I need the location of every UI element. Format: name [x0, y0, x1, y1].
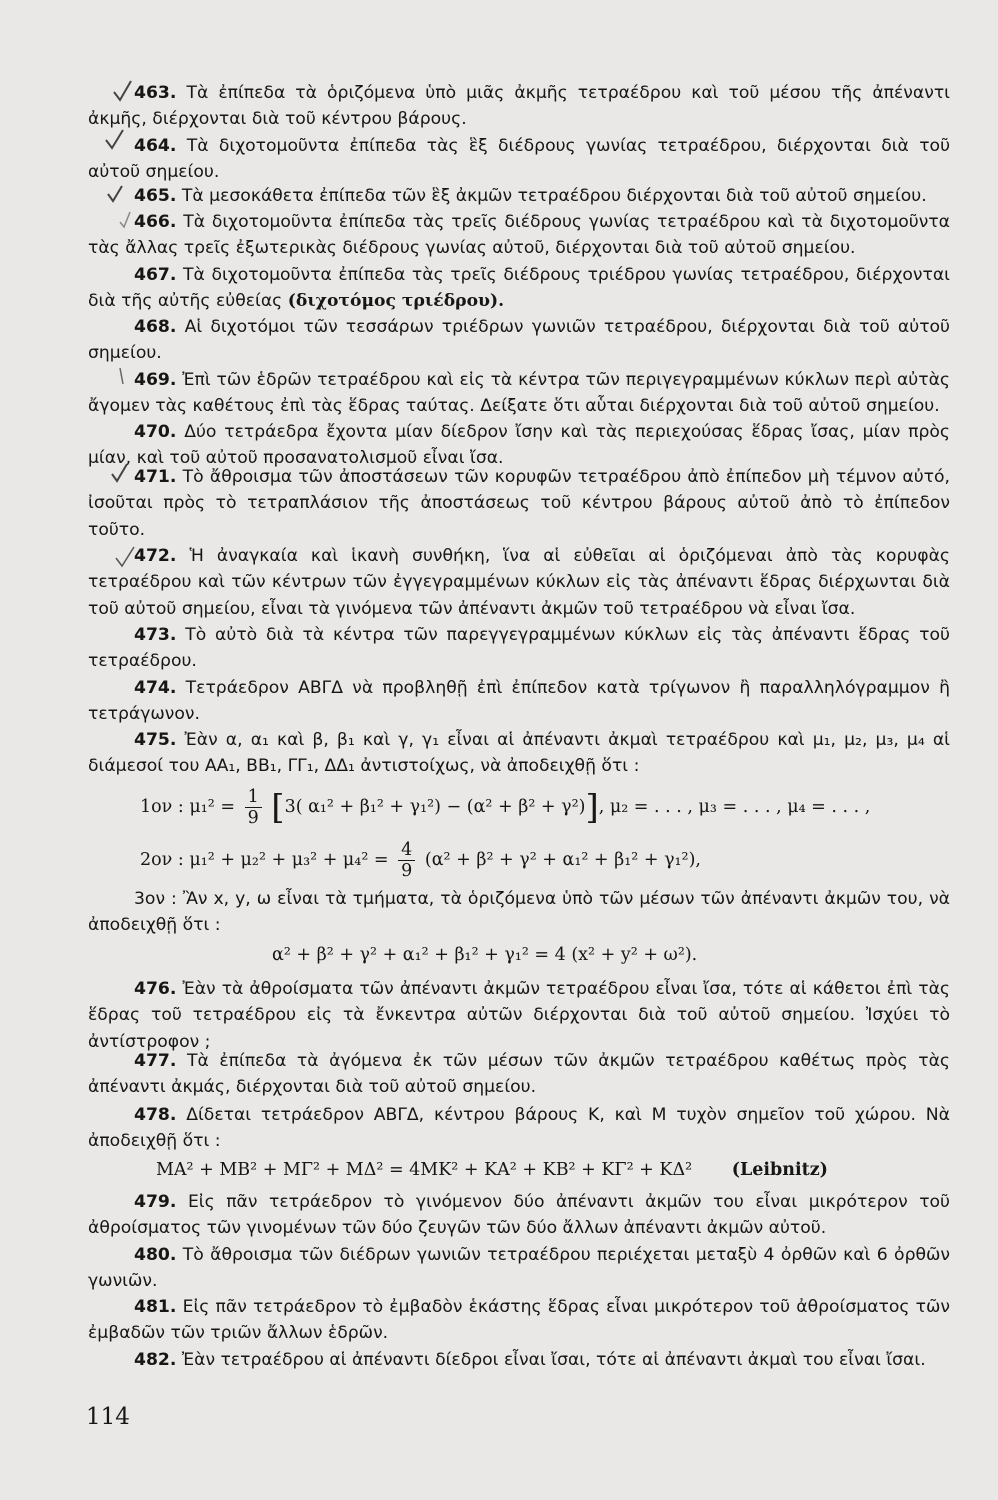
equation-1: 1ον : μ₁² = $\frac{1}{9}$ [3( α₁² + β₁² + γ₁²) − (α² + β² + γ²)], μ₂ = . . . , μ₃ = . . . , μ₄ = . . . , [140, 787, 871, 828]
problem-467 [88, 262, 950, 315]
equation-2 [140, 840, 701, 881]
problem-number: 467. [134, 265, 177, 285]
problem-number: 479. [134, 1192, 177, 1212]
numerator: 4 [398, 840, 415, 861]
fraction [245, 787, 262, 828]
problem-464 [88, 133, 950, 186]
problem-number: 481. [134, 1297, 177, 1317]
problem-number: 476. [134, 979, 177, 999]
problem-number: 480. [134, 1245, 177, 1265]
problem-480 [88, 1242, 950, 1295]
problem-number: 463. [134, 83, 177, 103]
denominator: 9 [401, 861, 413, 881]
problem-472 [88, 543, 950, 622]
problem-479 [88, 1189, 950, 1242]
eq-body: 3( α₁² + β₁² + γ₁²) − (α² + β² + γ²) [284, 797, 586, 817]
eq-label: 1ον : [140, 797, 184, 817]
problem-text: Τὸ ἄθροισμα τῶν διέδρων γωνιῶν τετραέδρου περιέχεται μεταξὺ 4 ὀρθῶν καὶ 6 ὀρθῶν γωνιῶν. [88, 1245, 950, 1292]
problem-478 [88, 1102, 950, 1155]
problem-text: Εἰς πᾶν τετράεδρον τὸ γινόμενον δύο ἀπέναντι ἀκμῶν του εἶναι μικρότερον τοῦ ἀθροίσματος τῶν γινομένων τῶν δύο ζευγῶν τῶν δύο ἄλλων ἀπέναντι ἀκμῶν αὐτοῦ. [88, 1192, 950, 1239]
numerator: 1 [245, 787, 262, 808]
problem-466 [88, 209, 950, 262]
part-3 [88, 886, 950, 939]
eq-label: 2ον : [140, 850, 184, 870]
problem-text: Τὰ ἐπίπεδα τὰ ἀγόμενα ἐκ τῶν μέσων τῶν ἀκμῶν τετραέδρου καθέτως πρὸς τὰς ἀπέναντι ἀκμάς, διέρχονται διὰ τοῦ αὐτοῦ σημείου. [88, 1051, 950, 1098]
problem-text: Τετράεδρον ΑΒΓΔ νὰ προβληθῇ ἐπὶ ἐπίπεδον κατὰ τρίγωνον ἢ παραλληλόγραμμον ἢ τετράγωνον. [88, 678, 950, 725]
handwritten-check-icon [116, 366, 128, 386]
problem-477 [88, 1048, 950, 1101]
handwritten-check-icon [110, 462, 130, 484]
problem-468 [88, 314, 950, 367]
problem-text: Ἐὰν τὰ ἀθροίσματα τῶν ἀπέναντι ἀκμῶν τετραέδρου εἶναι ἴσα, τότε αἱ κάθετοι ἐπὶ τὰς ἕδρας τοῦ τετραέδρου εἰς τὰ ἔνκεντρα αὐτῶν διέρχονται διὰ τοῦ αὐτοῦ σημείου. Ἰσχύει τὸ ἀντίστροφον ; [88, 979, 950, 1052]
bold-term: (διχοτόμος τριέδρου). [287, 291, 505, 312]
problem-text: Δύο τετράεδρα ἔχοντα μίαν δίεδρον ἴσην καὶ τὰς περιεχούσας ἕδρας ἴσας, μίαν πρὸς μίαν, καὶ τοῦ αὐτοῦ προσανατολισμοῦ εἶναι ἴσα. [88, 422, 950, 469]
eq-rest: , μ₂ = . . . , μ₃ = . . . , μ₄ = . . . , [598, 797, 871, 817]
handwritten-check-icon [104, 128, 126, 152]
problem-481 [88, 1294, 950, 1347]
problem-text: Δίδεται τετράεδρον ΑΒΓΔ, κέντρου βάρους Κ, καὶ Μ τυχὸν σημεῖον τοῦ χώρου. Νὰ ἀποδειχθῇ ὅτι : [88, 1105, 950, 1152]
handwritten-check-icon [106, 184, 124, 204]
handwritten-check-icon [112, 78, 134, 104]
part-3-text: 3ον : Ἂν x, y, ω εἶναι τὰ τμήματα, τὰ ὁριζόμενα ὑπὸ τῶν μέσων τῶν ἀπέναντι ἀκμῶν του, νὰ ἀποδειχθῇ ὅτι : [88, 889, 950, 936]
problem-number: 475. [134, 730, 177, 750]
problem-471 [88, 464, 950, 543]
problem-text: Τὰ διχοτομοῦντα ἐπίπεδα τὰς ἓξ διέδρους γωνίας τετραέδρου, διέρχονται διὰ τοῦ αὐτοῦ σημείου. [88, 136, 951, 183]
problem-text: Ἐὰν α, α₁ καὶ β, β₁ καὶ γ, γ₁ εἶναι αἱ ἀπέναντι ἀκμαὶ τετραέδρου καὶ μ₁, μ₂, μ₃, μ₄ αἱ διάμεσοί του ΑΑ₁, ΒΒ₁, ΓΓ₁, ΔΔ₁ ἀντιστοίχως, νὰ ἀποδειχθῇ ὅτι : [88, 730, 950, 777]
eq-body: ΜΑ² + ΜΒ² + ΜΓ² + ΜΔ² = 4ΜΚ² + ΚΑ² + ΚΒ² + ΚΓ² + ΚΔ² [156, 1160, 693, 1180]
problem-number: 471. [134, 467, 177, 487]
problem-number: 470. [134, 422, 177, 442]
problem-text: Ἐπὶ τῶν ἑδρῶν τετραέδρου καὶ εἰς τὰ κέντρα τῶν περιγεγραμμένων κύκλων περὶ αὐτὰς ἄγομεν τὰς καθέτους ἐπὶ τὰς ἕδρας ταύτας. Δείξατε ὅτι αὗται διέρχονται διὰ τοῦ αὐτοῦ σημείου. [88, 370, 950, 417]
problem-465 [88, 183, 950, 209]
problem-text: Τὸ αὐτὸ διὰ τὰ κέντρα τῶν παρεγγεγραμμένων κύκλων εἰς τὰς ἀπέναντι ἕδρας τοῦ τετραέδρου. [88, 625, 950, 672]
problem-text: Τὸ ἄθροισμα τῶν ἀποστάσεων τῶν κορυφῶν τετραέδρου ἀπὸ ἐπίπεδον μὴ τέμνον αὐτό, ἰσοῦται πρὸς τὸ τετραπλάσιον τῆς ἀποστάσεως τοῦ κέντρου βάρους αὐτοῦ ἀπὸ τὸ ἐπίπεδον τοῦτο. [88, 467, 950, 540]
eq-name: (Leibnitz) [731, 1160, 828, 1180]
problem-number: 469. [134, 370, 177, 390]
problem-482 [88, 1347, 950, 1373]
problem-473 [88, 622, 950, 675]
equation-3 [272, 945, 697, 965]
problem-number: 466. [134, 212, 177, 232]
problem-text: Εἰς πᾶν τετράεδρον τὸ ἐμβαδὸν ἑκάστης ἕδρας εἶναι μικρότερον τοῦ ἀθροίσματος τῶν ἐμβαδῶν τῶν τριῶν ἄλλων ἑδρῶν. [88, 1297, 950, 1344]
problem-text: Τὰ ἐπίπεδα τὰ ὁριζόμενα ὑπὸ μιᾶς ἀκμῆς τετραέδρου καὶ τοῦ μέσου τῆς ἀπέναντι ἀκμῆς, διέρχονται διὰ τοῦ κέντρου βάρους. [88, 83, 950, 130]
eq-lhs: μ₁² + μ₂² + μ₃² + μ₄² = [189, 850, 389, 870]
problem-number: 472. [134, 546, 177, 566]
problem-475 [88, 727, 950, 780]
problem-474 [88, 675, 950, 728]
eq-body: α² + β² + γ² + α₁² + β₁² + γ₁² = 4 (x² + y² + ω²). [272, 945, 698, 965]
problem-number: 464. [134, 136, 177, 156]
problem-text: Τὰ διχοτομοῦντα ἐπίπεδα τὰς τρεῖς διέδρους γωνίας τετραέδρου καὶ τὰ διχοτομοῦντα τὰς ἄλλας τρεῖς ἐξωτερικὰς διέδρους γωνίας αὐτοῦ, διέρχονται διὰ τοῦ αὐτοῦ σημείου. [88, 212, 951, 259]
problem-number: 474. [134, 678, 177, 698]
problem-text: Ἐὰν τετραέδρου αἱ ἀπέναντι δίεδροι εἶναι ἴσαι, τότε αἱ ἀπέναντι ἀκμαὶ του εἶναι ἴσαι. [181, 1350, 926, 1370]
handwritten-check-icon [114, 544, 136, 570]
problem-463 [88, 80, 950, 133]
problem-number: 465. [134, 186, 177, 206]
problem-number: 468. [134, 317, 177, 337]
equation-leibnitz [156, 1160, 828, 1180]
problem-476 [88, 976, 950, 1055]
eq-lhs: μ₁² = [189, 797, 235, 817]
fraction [398, 840, 415, 881]
page-number: 114 [86, 1404, 130, 1430]
problem-number: 477. [134, 1051, 177, 1071]
problem-text: Αἱ διχοτόμοι τῶν τεσσάρων τριέδρων γωνιῶν τετραέδρου, διέρχονται διὰ τοῦ αὐτοῦ σημείου. [88, 317, 950, 364]
problem-text: Ἡ ἀναγκαία καὶ ἱκανὴ συνθήκη, ἵνα αἱ εὐθεῖαι αἱ ὁριζόμεναι ἀπὸ τὰς κορυφὰς τετραέδρου καὶ τῶν κέντρων τῶν ἐγγεγραμμένων κύκλων εἰς τὰς ἀπέναντι ἕδρας διέρχωνται διὰ τοῦ αὐτοῦ σημείου, εἶναι τὰ γινόμενα τῶν ἀπέναντι ἀκμῶν τοῦ τετραέδρου νὰ εἶναι ἴσα. [88, 546, 951, 619]
problem-number: 473. [134, 625, 177, 645]
problem-number: 482. [134, 1350, 177, 1370]
eq-body: (α² + β² + γ² + α₁² + β₁² + γ₁²), [424, 850, 701, 870]
denominator: 9 [247, 808, 259, 828]
problem-text: Τὰ διχοτομοῦντα ἐπίπεδα τὰς τρεῖς διέδρους τριέδρου γωνίας τετραέδρου, διέρχονται διὰ τῆς αὐτῆς εὐθείας [88, 265, 950, 312]
problem-text: Τὰ μεσοκάθετα ἐπίπεδα τῶν ἓξ ἀκμῶν τετραέδρου διέρχονται διὰ τοῦ αὐτοῦ σημείου. [181, 186, 927, 206]
handwritten-check-icon [118, 210, 132, 230]
problem-469 [88, 367, 950, 420]
problem-number: 478. [134, 1105, 177, 1125]
